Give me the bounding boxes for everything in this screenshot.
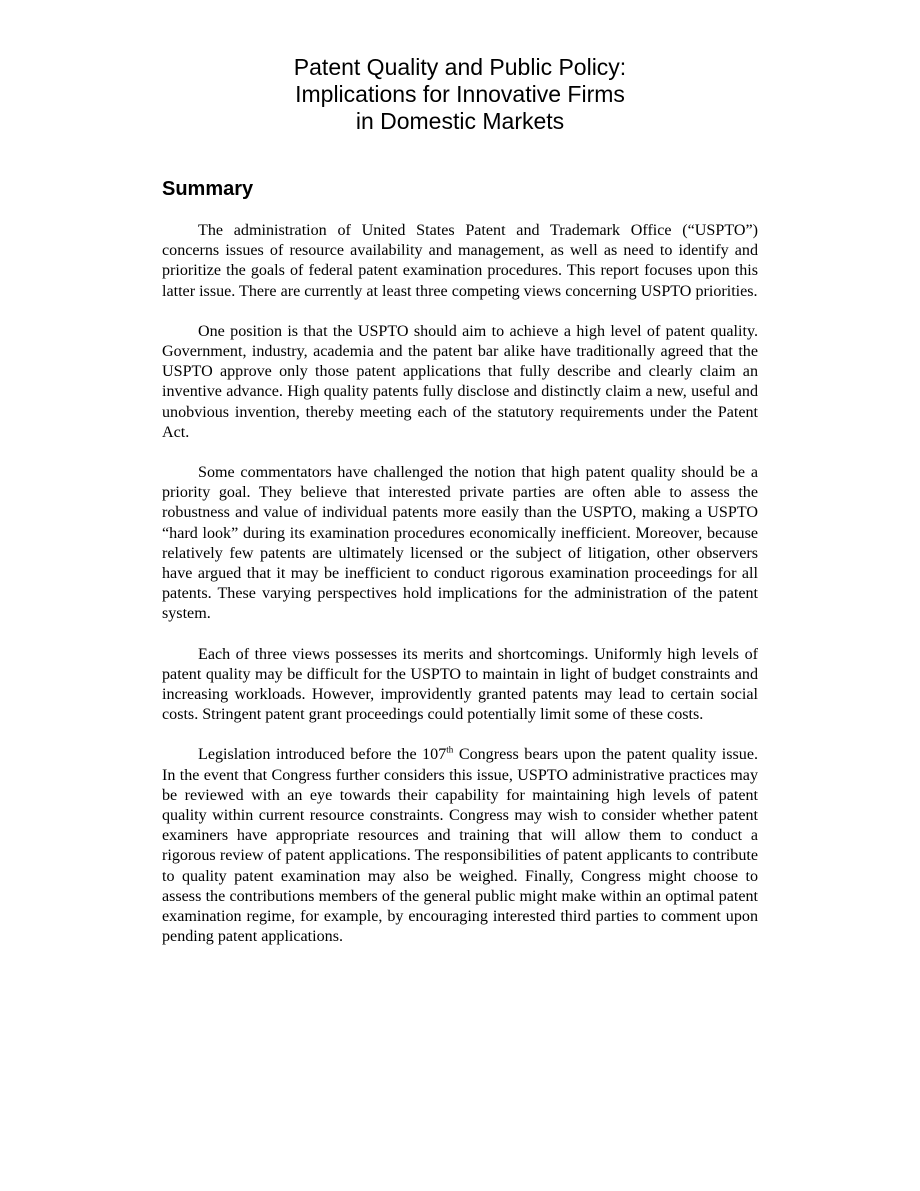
section-heading: Summary [162, 178, 254, 200]
paragraph-1: The administration of United States Patent and Trademark Office (“USPTO”) concerns issues of resource availability and management, as well as need to identify and prioritize the goals of federal patent examination procedures. This report focuses upon this latter issue. There are currently at least three competing views concerning USPTO priorities. [162, 222, 758, 300]
paragraph-4: Each of three views possesses its merits and shortcomings. Uniformly high levels of patent quality may be difficult for the USPTO to maintain in light of budget constraints and increasing workloads. However, improvidently granted patents may lead to certain social costs. Stringent patent grant proceedings could potentially limit some of these costs. [162, 645, 758, 724]
paragraph-5-start: Legislation introduced before the 107 [198, 746, 447, 764]
paragraph-5-rest: Congress bears upon the patent quality issue. In the event that Congress further considers this issue, USPTO administrative practices may be reviewed with an eye towards their capability for maintaining high levels of patent quality within current resource constraints. Congress may wish to consider whether patent examiners have appropriate resources and training that will allow them to conduct a rigorous review of patent applications. The responsibilities of patent applicants to contribute to quality patent examination may also be weighed. Finally, Congress might choose to assess the contributions members of the general public might make within an optimal patent examination regime, for example, by encouraging interested third parties to comment upon pending patent applications. [162, 746, 758, 946]
ordinal-suffix: th [446, 745, 454, 756]
title-line-3: in Domestic Markets [355, 108, 565, 134]
paragraph-5 [162, 745, 758, 947]
paragraph-3: Some commentators have challenged the notion that high patent quality should be a priority goal. They believe that interested private parties are often able to assess the robustness and value of individual patents more easily than the USPTO, making a USPTO “hard look” during its examination procedures economically inefficient. Moreover, because relatively few patents are ultimately licensed or the subject of litigation, other observers have argued that it may be inefficient to conduct rigorous examination proceedings for all patents. These varying perspectives hold implications for the administration of the patent system. [162, 464, 758, 623]
title-line-2: Implications for Innovative Firms [295, 81, 625, 107]
document-title [0, 54, 920, 135]
title-line-1: Patent Quality and Public Policy: [293, 54, 627, 80]
paragraph-2: One position is that the USPTO should aim to achieve a high level of patent quality. Government, industry, academia and the patent bar alike have traditionally agreed that the USPTO approve only those patent applications that fully describe and clearly claim an inventive advance. High quality patents fully disclose and distinctly claim a new, useful and unobvious invention, thereby meeting each of the statutory requirements under the Patent Act. [162, 322, 758, 441]
summary-body [162, 221, 758, 968]
